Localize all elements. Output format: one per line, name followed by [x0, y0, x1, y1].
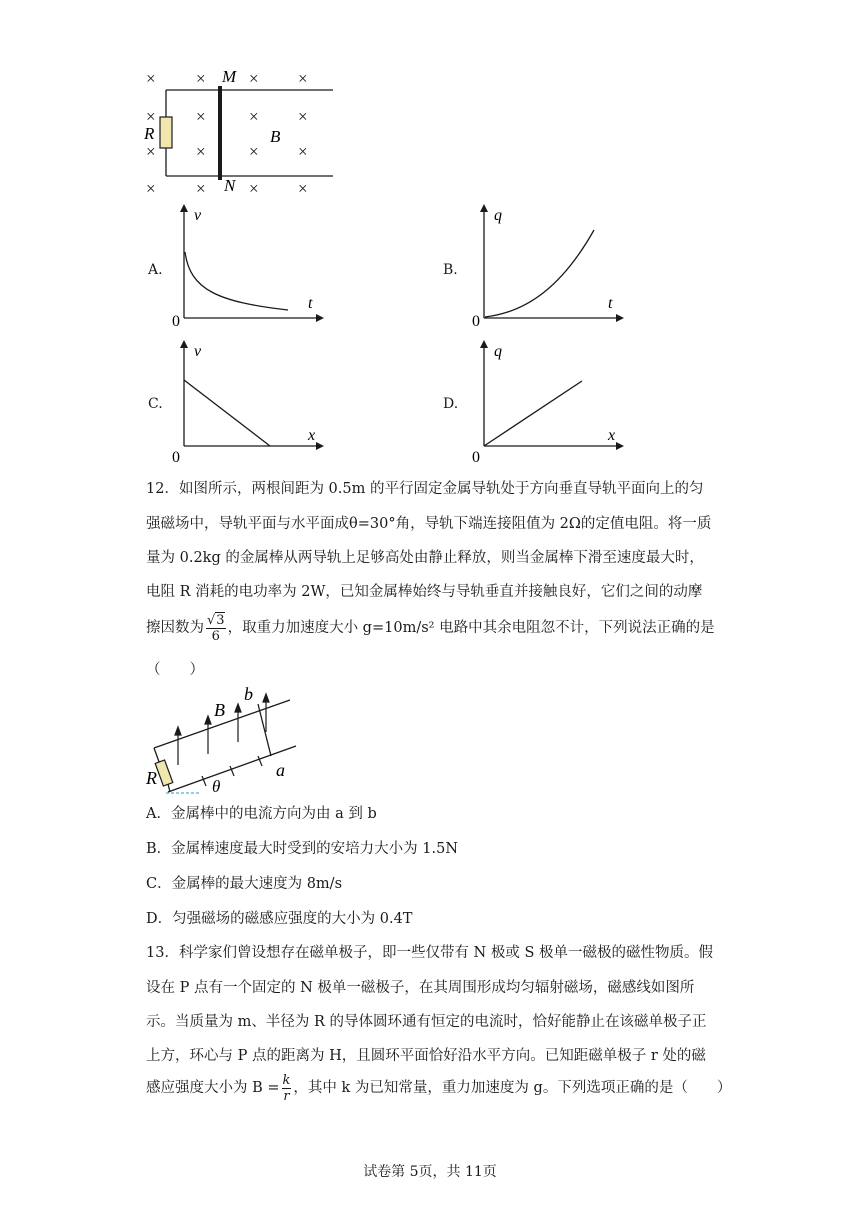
option-A-label: A. — [148, 262, 163, 278]
metal-rod — [258, 704, 271, 756]
q12-line-3: 量为 0.2kg 的金属棒从两导轨上足够高处由静止释放，则当金属棒下滑至速度最大时， — [146, 550, 704, 566]
origin-label: 0 — [172, 313, 180, 330]
frac-denominator: r — [283, 1088, 290, 1104]
field-cross: × — [146, 69, 156, 88]
graph-A — [168, 200, 328, 330]
label-M: M — [222, 67, 237, 86]
resistor-R — [160, 117, 172, 148]
svg-text:×: × — [196, 142, 206, 161]
q12-option-C: C．金属棒的最大速度为 8m/s — [146, 876, 343, 892]
svg-text:×: × — [146, 179, 156, 198]
svg-text:×: × — [298, 107, 308, 126]
x-axis-label: t — [608, 295, 613, 312]
q13-line-2: 设在 P 点有一个固定的 N 极单一磁极子，在其周围形成均匀辐射磁场，磁感线如图所 — [146, 980, 695, 996]
svg-text:×: × — [298, 179, 308, 198]
option-D-label: D. — [443, 396, 459, 412]
y-axis-label: q — [494, 207, 502, 224]
q13-line-4: 上方，环心与 P 点的距离为 H，且圆环平面恰好沿水平方向。已知距磁单极子 r 处的磁 — [146, 1048, 706, 1064]
graph-C — [168, 336, 328, 466]
svg-text:×: × — [298, 142, 308, 161]
svg-text:×: × — [196, 69, 206, 88]
svg-text:×: × — [298, 69, 308, 88]
origin-label: 0 — [172, 449, 180, 466]
q12-line-4: 电阻 R 消耗的电功率为 2W，已知金属棒始终与导轨垂直并接触良好，它们之间的动摩 — [146, 584, 703, 600]
y-axis-label: v — [194, 343, 202, 360]
label-B: B — [214, 700, 225, 720]
label-R: R — [146, 768, 157, 788]
q13-line-3: 示。当质量为 m、半径为 R 的导体圆环通有恒定的电流时，恰好能静止在该磁单极子正 — [146, 1014, 707, 1030]
incline-rail-figure — [140, 680, 310, 798]
origin-label: 0 — [472, 313, 480, 330]
x-axis-label: x — [308, 427, 316, 444]
svg-text:×: × — [196, 107, 206, 126]
q13-line-5-pre: 感应强度大小为 B = — [146, 1080, 280, 1096]
q12-answer-paren: （ ） — [146, 662, 204, 678]
velocity-decay-curve — [185, 252, 288, 310]
frac-denominator: 6 — [211, 629, 220, 644]
q13-line-5 — [146, 1068, 731, 1108]
label-N: N — [224, 176, 236, 195]
field-fraction — [282, 1073, 292, 1104]
label-a: a — [276, 760, 285, 780]
charge-growth-curve — [485, 230, 594, 317]
label-b: b — [244, 684, 253, 704]
y-axis-label: v — [194, 207, 202, 224]
q12-line-5-pre: 擦因数为 — [146, 620, 204, 636]
graph-B — [468, 200, 628, 330]
q12-line-5-post: ，取重力加速度大小 g=10m/s² 电路中其余电阻忽不计，下列说法正确的是 — [227, 620, 715, 636]
option-C-label: C. — [148, 396, 163, 412]
q12-line-2: 强磁场中，导轨平面与水平面成θ=30°角，导轨下端连接阻值为 2Ω的定值电阻。将一质 — [146, 516, 712, 532]
svg-text:×: × — [196, 179, 206, 198]
q12-line-1: 12．如图所示，两根间距为 0.5m 的平行固定金属导轨处于方向垂直导轨平面向上的匀 — [146, 481, 704, 497]
page-footer: 试卷第 5页，共 11页 — [363, 1164, 497, 1180]
svg-text:×: × — [249, 142, 259, 161]
svg-text:×: × — [146, 107, 156, 126]
q12-line-5 — [146, 608, 715, 648]
svg-text:×: × — [249, 69, 259, 88]
friction-fraction: $\frac{√3}{6}$ — [207, 613, 225, 644]
charge-linear-line — [484, 381, 582, 446]
option-B-label: B. — [443, 262, 458, 278]
q13-line-5-post: ，其中 k 为已知常量，重力加速度为 g。下列选项正确的是（ ） — [293, 1080, 732, 1096]
y-axis-label: q — [494, 343, 502, 360]
label-theta: θ — [212, 777, 221, 796]
origin-label: 0 — [472, 449, 480, 466]
x-axis-label: t — [308, 295, 313, 312]
x-axis-label: x — [608, 427, 616, 444]
svg-text:×: × — [249, 179, 259, 198]
frac-numerator: k — [282, 1072, 291, 1088]
svg-text:×: × — [249, 107, 259, 126]
q12-option-A: A．金属棒中的电流方向为由 a 到 b — [146, 806, 377, 822]
label-R: R — [144, 124, 155, 143]
velocity-linear-line — [184, 380, 270, 446]
rail-circuit-figure — [138, 62, 338, 202]
resistor-R — [155, 760, 173, 786]
frac-numerator: 3 — [216, 613, 225, 628]
q13-line-1: 13．科学家们曾设想存在磁单极子，即一些仅带有 N 极或 S 极单一磁极的磁性物质。假 — [146, 945, 714, 961]
svg-text:×: × — [146, 142, 156, 161]
q12-option-D: D．匀强磁场的磁感应强度的大小为 0.4T — [146, 911, 413, 927]
label-B: B — [270, 127, 281, 146]
graph-D — [468, 336, 628, 466]
q12-option-B: B．金属棒速度最大时受到的安培力大小为 1.5N — [146, 841, 459, 857]
